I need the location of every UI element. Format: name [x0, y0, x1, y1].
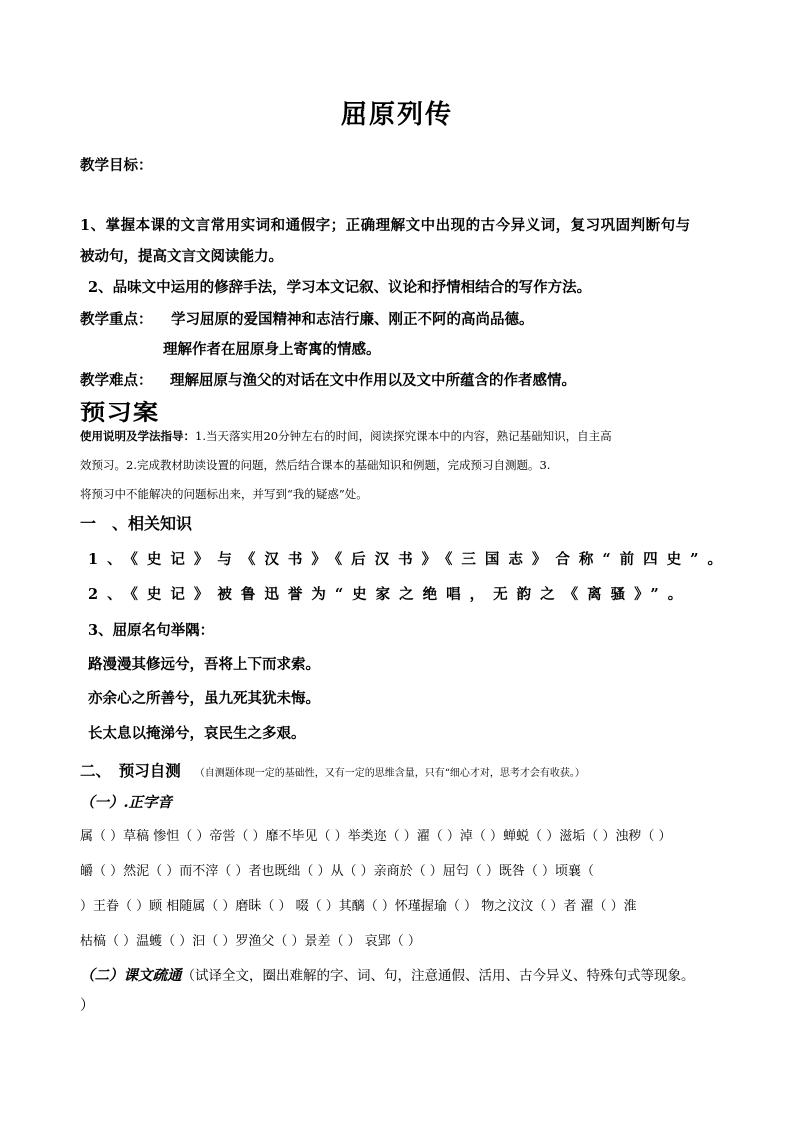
key-points-label: 教学重点： — [80, 311, 153, 328]
quote-1: 路漫漫其修远兮，吾将上下而求索。 — [88, 656, 320, 673]
page-title: 屈原列传 — [340, 100, 453, 130]
difficulties-label: 教学难点： — [80, 372, 153, 389]
quotes-label: 3、屈原名句举隅： — [88, 622, 215, 639]
section-1-heading: 一 、相关知识 — [80, 514, 193, 533]
comprehension-line — [80, 966, 695, 986]
difficulties-text: 理解屈原与渔父的对话在文中作用以及文中所蕴含的作者感情。 — [170, 372, 576, 389]
quote-2: 亦余心之所善兮，虽九死其犹未悔。 — [88, 690, 320, 707]
objective-item-1-line-1: 1、掌握本课的文言常用实词和通假字；正确理解文中出现的古今异义词，复习巩固判断句与 — [80, 217, 691, 234]
instructions-line-3: 将预习中不能解决的问题标出来，并写到“我的疑惑”处。 — [80, 487, 368, 501]
pronunciation-heading: （一）.正字音 — [80, 794, 173, 811]
quote-3: 长太息以掩涕兮，哀民生之多艰。 — [88, 725, 306, 742]
instructions-line-2: 效预习。2.完成教材助读设置的问题，然后结合课本的基础知识和例题，完成预习自测题。3. — [80, 458, 551, 472]
objective-item-2: 2、品味文中运用的修辞手法，学习本文记叙、议论和抒情相结合的写作方法。 — [88, 279, 592, 296]
pronunciation-line-1: 属（ ）草稿 惨怛（ ）帝喾（ ）靡不毕见（ ）举类迩（ ）濯（ ）淖（ ）蝉蜕（ ）滋垢（ ）浊秽（ ） — [80, 829, 672, 844]
instructions-line-1 — [80, 427, 612, 445]
objectives-label: 教学目标： — [80, 157, 153, 174]
comprehension-heading: （二）课文疏通 — [80, 967, 182, 984]
pronunciation-line-3: ）王眷（ ）顾 相随属（ ）磨眛（ ） 啜（ ）其醨（ ）怀瑾握瑜（ ） 物之汶汶（ ）者 濯（ ）淮 — [80, 899, 637, 914]
section-2-note: （自测题体现一定的基础性，又有一定的思维含量，只有“细心才对，思考才会有收获。） — [194, 768, 585, 779]
instructions-label: 使用说明及学法指导： — [80, 429, 195, 443]
comprehension-hint: （试译全文，圈出难解的字、词、句，注意通假、活用、古今异义、特殊句式等现象。 — [181, 968, 695, 984]
preview-heading: 预习案 — [80, 400, 160, 426]
key-points-line-1: 学习屈原的爱国精神和志洁行廉、刚正不阿的高尚品德。 — [171, 311, 534, 328]
pronunciation-line-4: 枯槁（ ）温蠖（ ）汩（ ）罗渔父（ ）景差（ ） 哀郢（ ） — [80, 934, 421, 949]
objective-item-1-line-2: 被动句，提高文言文阅读能力。 — [80, 248, 283, 265]
fact-2: 2、《史记》被鲁迅誉为“史家之绝唱，无韵之《离骚》”。 — [88, 586, 692, 603]
fact-1: 1、《史记》与《汉书》《后汉书》《三国志》合称“前四史”。 — [88, 551, 732, 568]
section-2-heading: 二、 预习自测 — [80, 761, 181, 780]
key-points-line-2: 理解作者在屈原身上寄寓的情感。 — [163, 341, 381, 358]
instructions-text-1: 1.当天落实用20分钟左右的时间，阅读探究课本中的内容，熟记基础知识，自主高 — [195, 429, 612, 443]
section-2-heading-line — [80, 761, 585, 784]
comprehension-hint-line-2: ） — [80, 998, 95, 1014]
pronunciation-line-2: 皭（ ）然泥（ ）而不滓（ ）者也既绌（ ）从（ ）亲商於（ ）屈匄（ ）既咎（ ）顷襄（ — [80, 864, 595, 879]
